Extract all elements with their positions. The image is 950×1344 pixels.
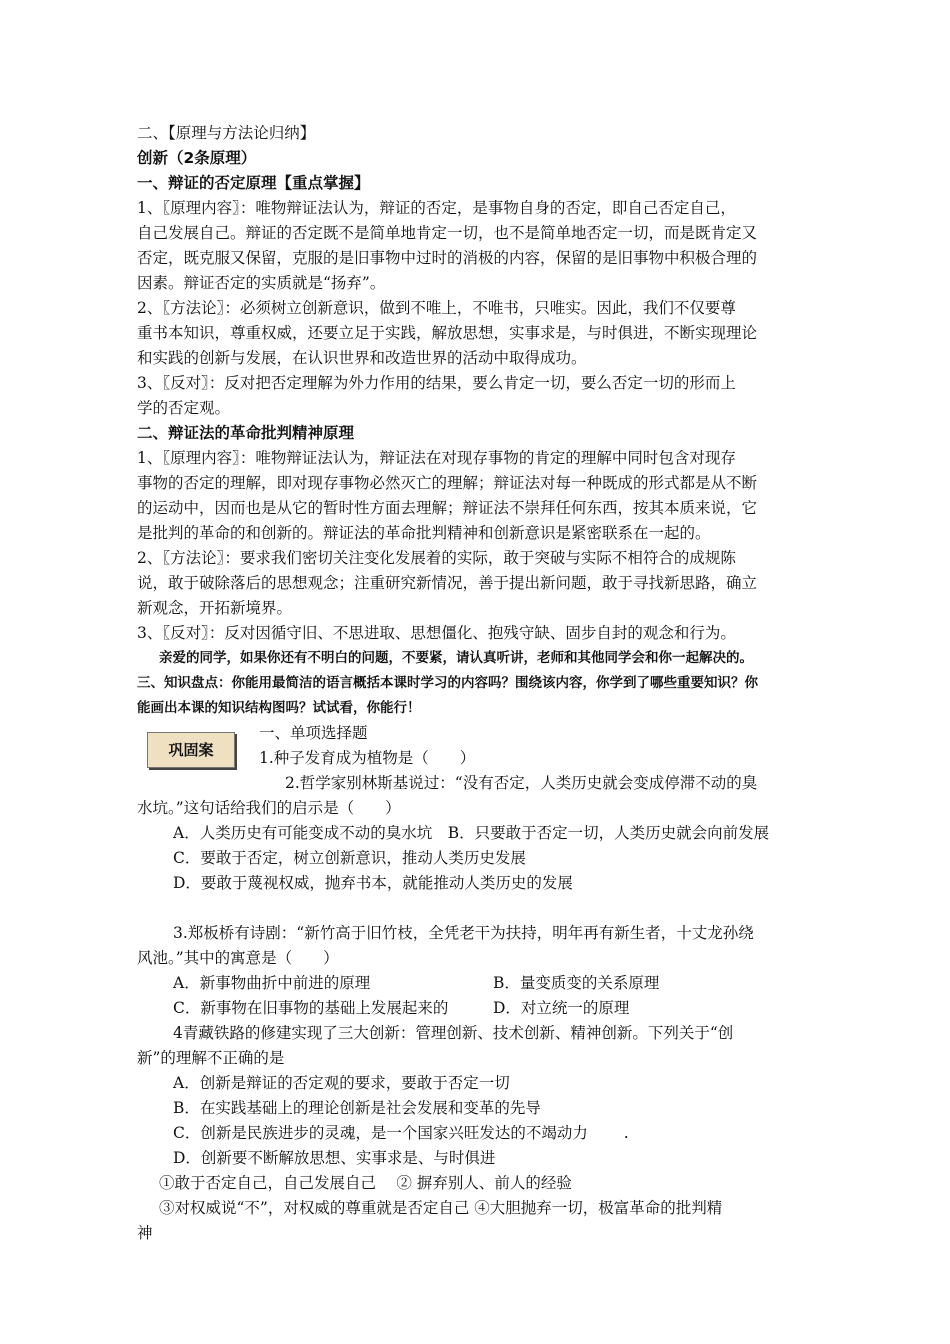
question-4-item: ①敢于否定自己，自己发展自己 ② 摒弃别人、前人的经验 xyxy=(159,1174,572,1192)
question-2-stem: 2.哲学家别林斯基说过：“没有否定，人类历史就会变成停滞不动的臭 xyxy=(285,774,758,792)
principle1-content-line: 否定，既克服又保留，克服的是旧事物中过时的消极的内容，保留的是旧事物中积极合理的 xyxy=(137,249,758,267)
exercise-heading: 一、单项选择题 xyxy=(259,724,368,742)
question-2-option: D．要敢于蔑视权威，抛弃书本，就能推动人类历史的发展 xyxy=(173,874,573,892)
principle1-heading: 一、辩证的否定原理【重点掌握】 xyxy=(137,174,370,192)
principle2-method-line: 说，敢于破除落后的思想观念；注重研究新情况，善于提出新问题，敢于寻找新思路，确立 xyxy=(137,574,758,592)
question-3-option: C．新事物在旧事物的基础上发展起来的 xyxy=(173,999,449,1017)
principle2-content-line: 的运动中，因而也是从它的暂时性方面去理解；辩证法不崇拜任何东西，按其本质来说，它 xyxy=(137,499,758,517)
question-4-option: A．创新是辩证的否定观的要求，要敢于否定一切 xyxy=(173,1074,510,1092)
encouragement-note: 亲爱的同学，如果你还有不明白的问题，不要紧，请认真听讲，老师和其他同学会和你一起解决的。 xyxy=(159,650,753,666)
question-3-stem: 3.郑板桥有诗剧：“新竹高于旧竹枝，全凭老干为扶持，明年再有新生者，十丈龙孙绕 xyxy=(173,924,754,942)
question-1: 1.种子发育成为植物是（ ） xyxy=(259,749,476,767)
question-2-stem: 水坑。”这句话给我们的启示是（ ） xyxy=(137,799,401,817)
question-4-option: B．在实践基础上的理论创新是社会发展和变革的先导 xyxy=(173,1099,541,1117)
question-3-options-row xyxy=(137,996,817,1021)
principle2-method-line: 2、〖方法论〗：要求我们密切关注变化发展着的实际，敢于突破与实际不相符合的成规陈 xyxy=(137,549,736,567)
principle2-content-line: 事物的否定的理解，即对现存事物必然灭亡的理解；辩证法对每一种既成的形式都是从不断 xyxy=(137,474,758,492)
topic-title: 创新（2条原理） xyxy=(137,149,257,167)
consolidation-badge: 巩固案 xyxy=(147,732,235,768)
principle2-method-line: 新观念，开拓新境界。 xyxy=(137,599,293,617)
question-3-options-row xyxy=(137,971,817,996)
principle2-oppose-line: 3、〖反对〗：反对因循守旧、不思进取、思想僵化、抱残守缺、固步自封的观念和行为。 xyxy=(137,624,736,642)
knowledge-review-line: 三、知识盘点：你能用最简洁的语言概括本课时学习的内容吗？围绕该内容，你学到了哪些重要知识？你 xyxy=(137,675,758,691)
question-2-option: A．人类历史有可能变成不动的臭水坑 B．只要敢于否定一切，人类历史就会向前发展 xyxy=(173,824,770,842)
question-4-stem: 4青藏铁路的修建实现了三大创新：管理创新、技术创新、精神创新。下列关于“创 xyxy=(173,1024,734,1042)
question-4-option: C．创新是民族进步的灵魂，是一个国家兴旺发达的不竭动力 . xyxy=(173,1124,629,1142)
principle2-heading: 二、辩证法的革命批判精神原理 xyxy=(137,424,355,442)
principle2-content-line: 1、〖原理内容〗：唯物辩证法认为，辩证法在对现存事物的肯定的理解中同时包含对现存 xyxy=(137,449,736,467)
question-4-option: D．创新要不断解放思想、实事求是、与时俱进 xyxy=(173,1149,496,1167)
principle2-content-line: 是批判的革命的和创新的。辩证法的革命批判精神和创新意识是紧密联系在一起的。 xyxy=(137,524,711,542)
document-body xyxy=(137,121,817,1246)
principle1-oppose-line: 3、〖反对〗：反对把否定理解为外力作用的结果，要么肯定一切，要么否定一切的形而上 xyxy=(137,374,736,392)
question-3-option: B．量变质变的关系原理 xyxy=(493,974,660,992)
principle1-oppose-line: 学的否定观。 xyxy=(137,399,231,417)
principle1-content-line: 因素。辩证否定的实质就是“扬弃”。 xyxy=(137,274,386,292)
question-3-stem: 风池。”其中的寓意是（ ） xyxy=(137,949,339,967)
question-2-option: C．要敢于否定，树立创新意识，推动人类历史发展 xyxy=(173,849,526,867)
question-2-option xyxy=(137,896,817,921)
question-4-item: ③对权威说“不”，对权威的尊重就是否定自己 ④大胆抛弃一切，极富革命的批判精 xyxy=(159,1199,723,1217)
question-4-stem: 新”的理解不正确的是 xyxy=(137,1049,285,1067)
principle1-content-line: 自己发展自己。辩证的否定既不是简单地肯定一切，也不是简单地否定一切，而是既肯定又 xyxy=(137,224,758,242)
principle1-method-line: 2、〖方法论〗：必须树立创新意识，做到不唯上，不唯书，只唯实。因此，我们不仅要尊 xyxy=(137,299,736,317)
knowledge-review-line: 能画出本课的知识结构图吗？试试看，你能行！ xyxy=(137,700,421,716)
principle1-method-line: 和实践的创新与发展，在认识世界和改造世界的活动中取得成功。 xyxy=(137,349,587,367)
question-3-option: A．新事物曲折中前进的原理 xyxy=(173,974,371,992)
principle1-content-line: 1、〖原理内容〗：唯物辩证法认为，辩证的否定，是事物自身的否定，即自己否定自己， xyxy=(137,199,736,217)
section-header: 二、【原理与方法论归纳】 xyxy=(137,124,316,142)
principle1-method-line: 重书本知识，尊重权威，还要立足于实践，解放思想，实事求是，与时俱进，不断实现理论 xyxy=(137,324,758,342)
question-4-item: 神 xyxy=(137,1224,153,1242)
question-3-option: D．对立统一的原理 xyxy=(493,999,630,1017)
